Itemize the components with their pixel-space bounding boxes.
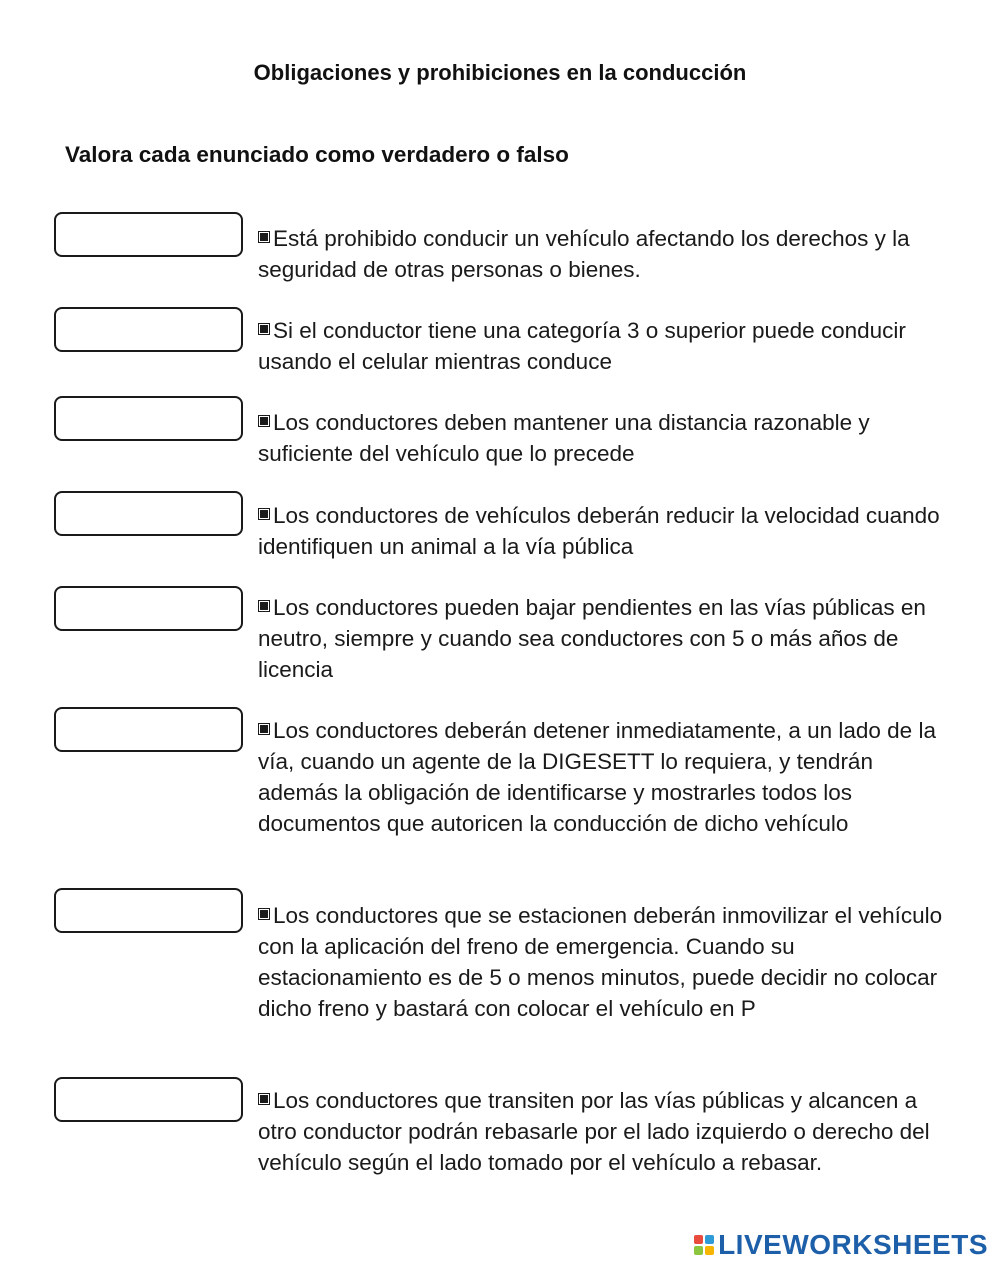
statement-label: Si el conductor tiene una categoría 3 o superior puede conducir usando el celular mientras conduce	[258, 318, 906, 374]
answer-box-2[interactable]	[54, 307, 243, 352]
square-bullet-icon	[258, 508, 270, 520]
statement-text-4	[258, 500, 958, 562]
worksheet-instruction: Valora cada enunciado como verdadero o falso	[65, 142, 569, 167]
liveworksheets-logo-icon	[694, 1235, 714, 1255]
square-bullet-icon	[258, 231, 270, 243]
statement-text-2	[258, 315, 958, 377]
answer-box-8[interactable]	[54, 1077, 243, 1122]
statement-text-6	[258, 715, 958, 839]
statement-text-1	[258, 223, 958, 285]
square-bullet-icon	[258, 1093, 270, 1105]
statement-label: Está prohibido conducir un vehículo afectando los derechos y la seguridad de otras personas o bienes.	[258, 226, 910, 282]
statement-text-3	[258, 407, 958, 469]
answer-box-7[interactable]	[54, 888, 243, 933]
logo-tile	[705, 1246, 714, 1255]
brand-name: LIVEWORKSHEETS	[718, 1229, 988, 1260]
statement-text-5	[258, 592, 958, 685]
answer-box-1[interactable]	[54, 212, 243, 257]
statement-label: Los conductores que transiten por las vías públicas y alcancen a otro conductor podrán rebasarle por el lado izquierdo o derecho del vehículo según el lado tomado por el vehículo a rebasar.	[258, 1088, 930, 1175]
logo-tile	[705, 1235, 714, 1244]
square-bullet-icon	[258, 323, 270, 335]
answer-box-6[interactable]	[54, 707, 243, 752]
worksheet-title: Obligaciones y prohibiciones en la conducción	[253, 60, 747, 85]
answer-box-3[interactable]	[54, 396, 243, 441]
square-bullet-icon	[258, 908, 270, 920]
liveworksheets-branding	[694, 1229, 988, 1261]
statement-label: Los conductores deberán detener inmediatamente, a un lado de la vía, cuando un agente de la DIGESETT lo requiera, y tendrán además la obligación de identificarse y mostrarles todos los documentos que autoricen la conducción de dicho vehículo	[258, 718, 936, 836]
statement-text-8	[258, 1085, 958, 1178]
square-bullet-icon	[258, 723, 270, 735]
statement-text-7	[258, 900, 958, 1024]
answer-box-4[interactable]	[54, 491, 243, 536]
statement-label: Los conductores pueden bajar pendientes en las vías públicas en neutro, siempre y cuando sea conductores con 5 o más años de licencia	[258, 595, 926, 682]
statement-label: Los conductores que se estacionen deberán inmovilizar el vehículo con la aplicación del freno de emergencia. Cuando su estacionamiento es de 5 o menos minutos, puede decidir no colocar dicho freno y bastará con colocar el vehículo en P	[258, 903, 943, 1021]
square-bullet-icon	[258, 600, 270, 612]
logo-tile	[694, 1246, 703, 1255]
answer-box-5[interactable]	[54, 586, 243, 631]
square-bullet-icon	[258, 415, 270, 427]
statement-label: Los conductores de vehículos deberán reducir la velocidad cuando identifiquen un animal a la vía pública	[258, 503, 940, 559]
statement-label: Los conductores deben mantener una distancia razonable y suficiente del vehículo que lo precede	[258, 410, 870, 466]
logo-tile	[694, 1235, 703, 1244]
